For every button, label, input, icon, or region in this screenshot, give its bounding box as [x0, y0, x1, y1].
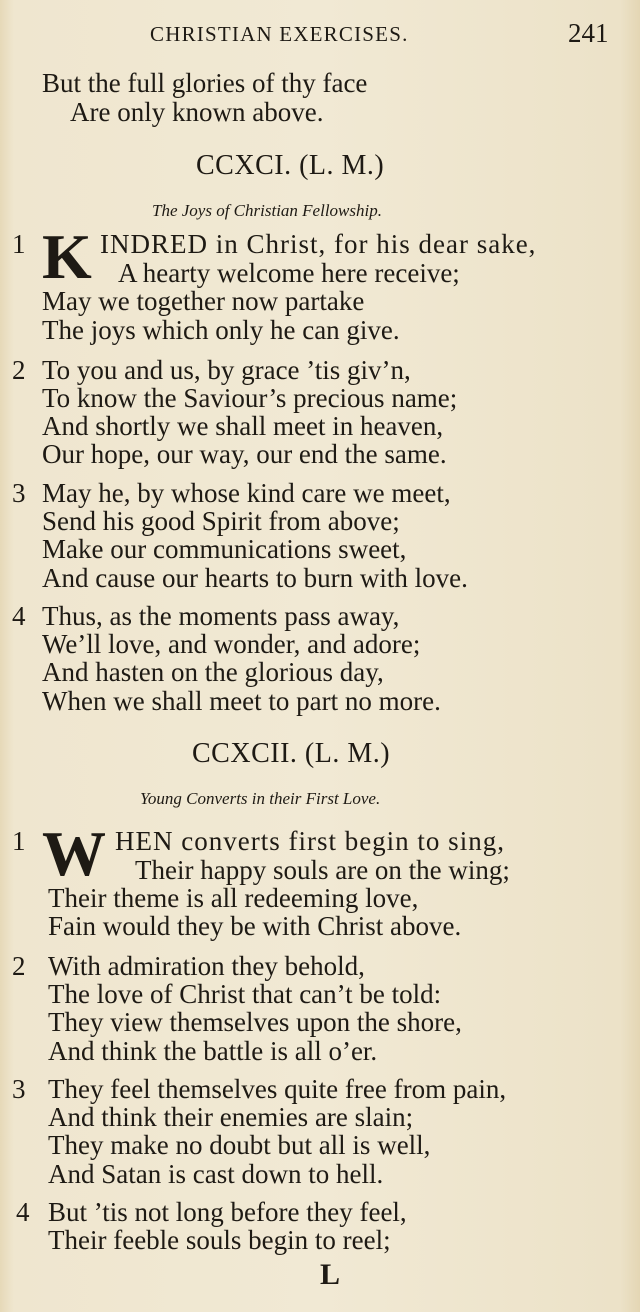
stanza-line: Send his good Spirit from above; — [42, 506, 400, 536]
stanza-line: And think their enemies are slain; — [48, 1102, 414, 1132]
stanza-line: And think the battle is all o’er. — [48, 1036, 378, 1066]
hymn-heading: CCXCI. (L. M.) — [196, 150, 385, 181]
stanza-number: 4 — [12, 601, 26, 631]
stanza-line: And hasten on the glorious day, — [42, 657, 384, 687]
stanza-line: Make our communications sweet, — [42, 534, 407, 564]
stanza-line: To know the Saviour’s precious name; — [42, 383, 458, 413]
hymn-heading: CCXCII. (L. M.) — [192, 738, 391, 769]
stanza-line: Their theme is all redeeming love, — [48, 883, 419, 913]
stanza-line: They make no doubt but all is well, — [48, 1130, 431, 1160]
stanza-number: 1 — [12, 826, 26, 856]
signature-mark: L — [320, 1258, 341, 1291]
hymn-title: The Joys of Christian Fellowship. — [152, 201, 382, 220]
running-title: CHRISTIAN EXERCISES. — [150, 22, 409, 46]
stanza-line: INDRED in Christ, for his dear sake, — [100, 229, 537, 259]
carryover-line: Are only known above. — [70, 97, 324, 127]
stanza-number: 2 — [12, 951, 26, 981]
stanza-line: May he, by whose kind care we meet, — [42, 478, 451, 508]
stanza-number: 1 — [12, 229, 26, 259]
stanza-line: We’ll love, and wonder, and adore; — [42, 629, 421, 659]
stanza-number: 4 — [16, 1197, 30, 1227]
stanza-number: 3 — [12, 1074, 26, 1104]
drop-cap: W — [42, 818, 106, 889]
stanza-line: Fain would they be with Christ above. — [48, 911, 462, 941]
page-number: 241 — [568, 18, 609, 48]
stanza-line: Their happy souls are on the wing; — [135, 855, 510, 885]
stanza-line: And shortly we shall meet in heaven, — [42, 411, 444, 441]
stanza-line: And cause our hearts to burn with love. — [42, 563, 468, 593]
stanza-line: Our hope, our way, our end the same. — [42, 439, 447, 469]
stanza-line: Thus, as the moments pass away, — [42, 601, 400, 631]
carryover-line: But the full glories of thy face — [42, 68, 368, 98]
stanza-line: To you and us, by grace ’tis giv’n, — [42, 355, 411, 385]
stanza-line: The joys which only he can give. — [42, 315, 400, 345]
stanza-line: But ’tis not long before they feel, — [48, 1197, 407, 1227]
stanza-line: May we together now partake — [42, 286, 365, 316]
stanza-line: When we shall meet to part no more. — [42, 686, 441, 716]
stanza-line: With admiration they behold, — [48, 951, 365, 981]
stanza-line: A hearty welcome here receive; — [118, 258, 460, 288]
stanza-line: And Satan is cast down to hell. — [48, 1159, 384, 1189]
stanza-line: They view themselves upon the shore, — [48, 1007, 462, 1037]
stanza-line: Their feeble souls begin to reel; — [48, 1225, 391, 1255]
stanza-number: 2 — [12, 355, 26, 385]
hymn-title: Young Converts in their First Love. — [140, 789, 381, 808]
stanza-line: The love of Christ that can’t be told: — [48, 979, 442, 1009]
drop-cap: K — [42, 221, 92, 292]
stanza-line: They feel themselves quite free from pain, — [48, 1074, 507, 1104]
stanza-line: HEN converts first begin to sing, — [115, 826, 505, 856]
stanza-number: 3 — [12, 478, 26, 508]
